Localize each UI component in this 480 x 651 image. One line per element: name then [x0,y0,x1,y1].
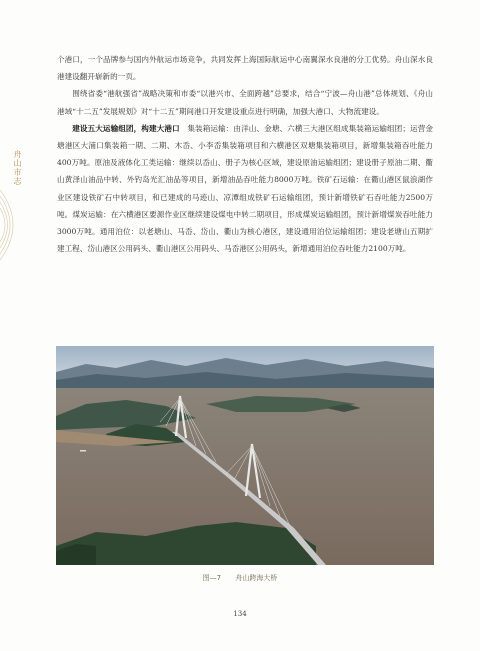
bridge-photo [56,346,434,565]
side-book-title: 舟山市志 [13,150,22,186]
paragraph-1: 个港口，一个品牌参与国内外航运市场竞争，共同发挥上海国际航运中心南翼深水良港的分工优势。舟山深水良港建设翻开崭新的一页。 [57,55,433,82]
body-text [57,51,433,257]
decorative-arcs [0,180,40,270]
paragraph-lead: 建设五大运输组团，构建大港口 [72,123,180,133]
figure-title: 舟山跨海大桥 [235,574,278,582]
figure-number: 图—7 [202,574,222,582]
paragraph-2: 围绕省委“港航强省”战略决策和市委“以港兴市、全面跨越”总要求，结合“宁波—舟山港”总体规划、《舟山港域“十二五”发展规划》对“十二五”期间港口开发建设重点进行明确，加强大港口、大物流建设。 [57,89,433,116]
figure-caption [0,573,480,583]
paragraph-3: 建设五大运输组团，构建大港口 集装箱运输：由洋山、金塘、六横三大港区组成集装箱运输组团；运营金塘港区大浦口集装箱一期、二期、木岙、小李岙集装箱项目和六横港区双塘集装箱项目，新增集装箱吞吐能力400万吨。原油及液体化工类运输：继续以岙山、册子为核心区域，建设原油运输组团；建设册子原油二期、衢山黄泽山油品中转、外钓岛光汇油品等项目，新增油品吞吐能力8000万吨。铁矿石运输：在衢山港区鼠浪湖作业区建设铁矿石中转项目，和已建成的马迹山、凉潭组成铁矿石运输组团，预计新增铁矿石吞吐能力2500万吨。煤炭运输：在六横港区要源作业区继续建设煤电中转二期项目，形成煤炭运输组团，预计新增煤炭吞吐能力3000万吨。通用泊位：以老塘山、马岙、岱山、衢山为核心港区，建设通用泊位运输组团；建设老塘山五期扩建工程、岱山港区公用码头、衢山港区公用码头、马岙港区公用码头，新增通用泊位吞吐能力2100万吨。 [57,123,433,254]
page-number: 134 [233,610,247,618]
